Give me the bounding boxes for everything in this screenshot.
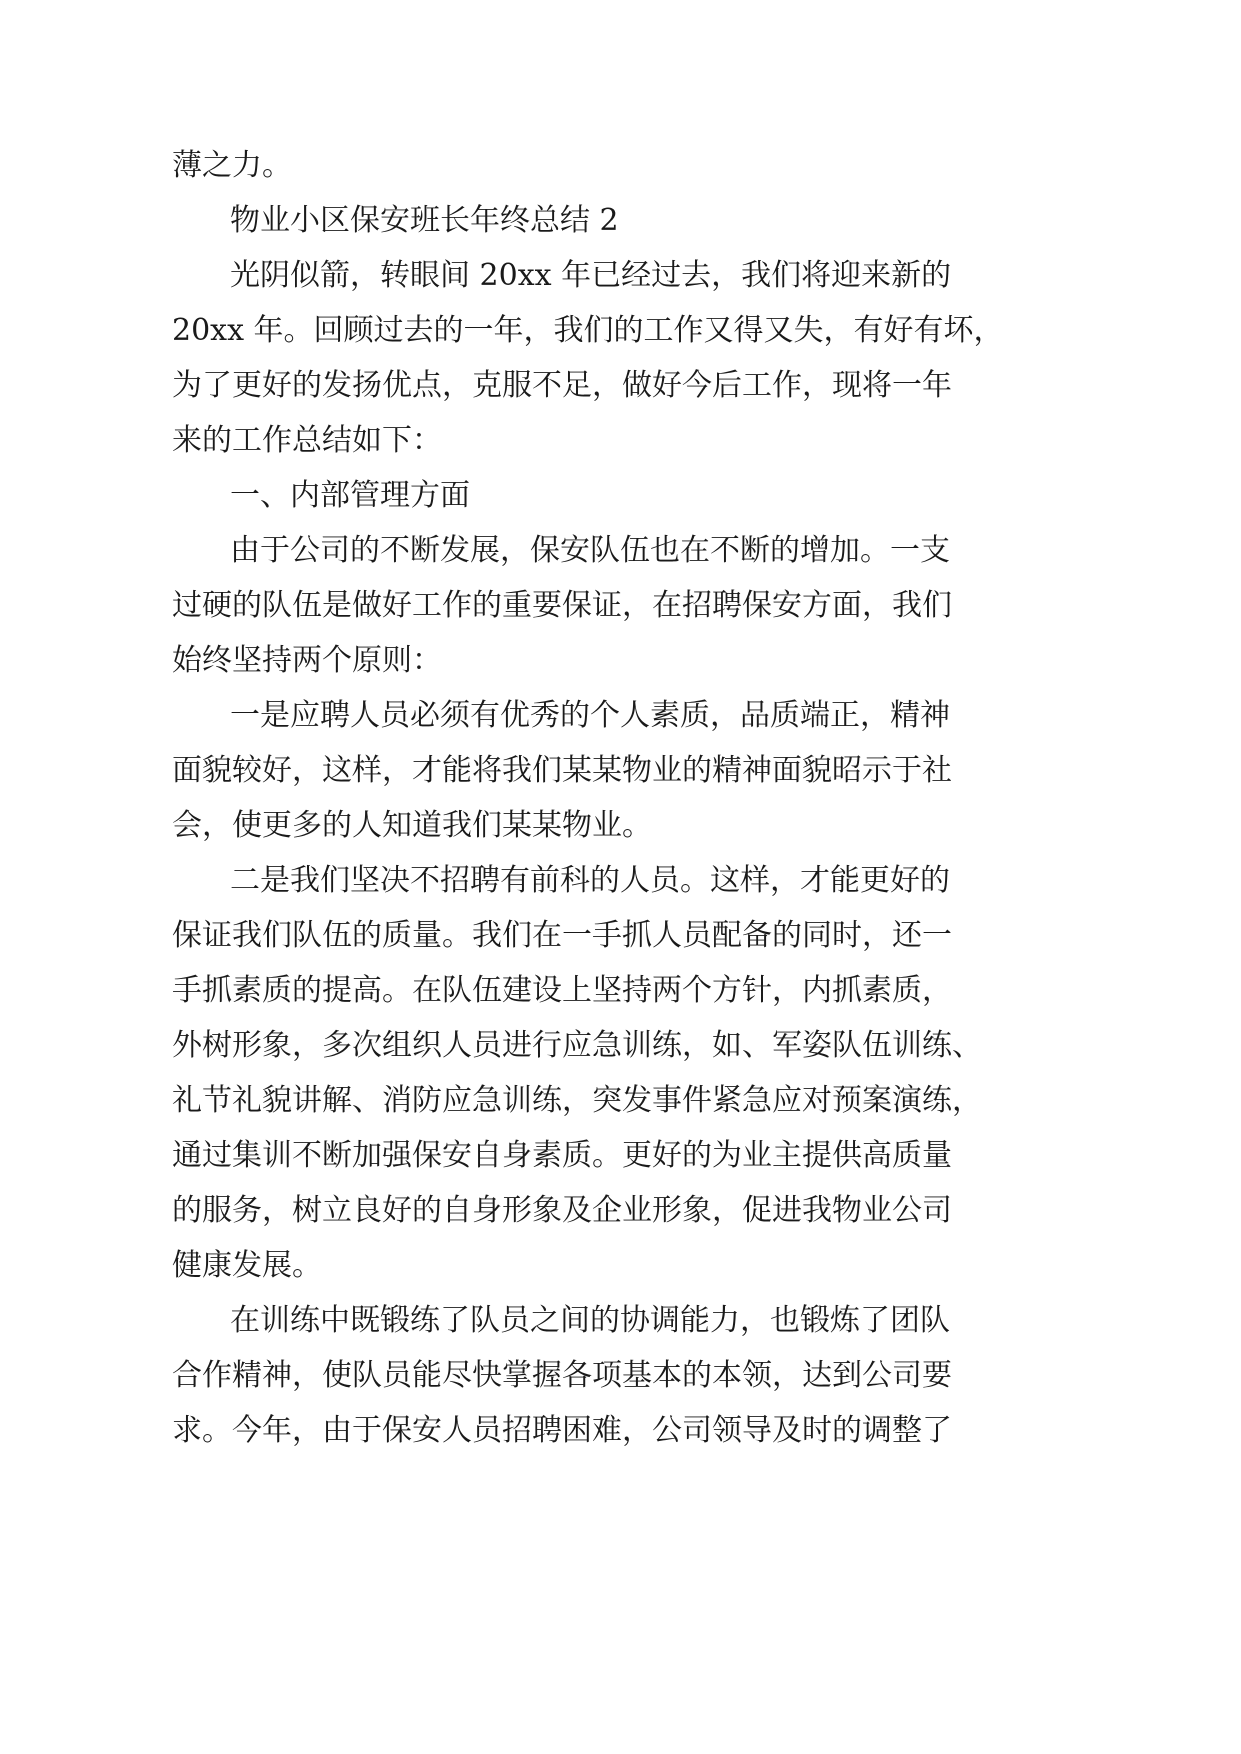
body-text-line: 外树形象，多次组织人员进行应急训练，如、军姿队伍训练、 (172, 1028, 982, 1063)
body-text-line: 始终坚持两个原则： (172, 643, 442, 678)
body-text-line: 健康发展。 (172, 1248, 322, 1283)
body-text-line: 在训练中既锻练了队员之间的协调能力，也锻炼了团队 (230, 1303, 950, 1338)
body-text-line: 为了更好的发扬优点，克服不足，做好今后工作，现将一年 (172, 368, 952, 403)
body-text-line: 过硬的队伍是做好工作的重要保证，在招聘保安方面，我们 (172, 588, 952, 623)
body-text-line: 通过集训不断加强保安自身素质。更好的为业主提供高质量 (172, 1138, 952, 1173)
body-text-line: 礼节礼貌讲解、消防应急训练，突发事件紧急应对预案演练， (172, 1083, 982, 1118)
body-text-line: 薄之力。 (172, 148, 292, 183)
body-text-line: 面貌较好，这样，才能将我们某某物业的精神面貌昭示于社 (172, 753, 952, 788)
body-text-line: 由于公司的不断发展，保安队伍也在不断的增加。一支 (230, 533, 950, 568)
body-text-line: 一是应聘人员必须有优秀的个人素质，品质端正，精神 (230, 698, 950, 733)
body-text-line: 会，使更多的人知道我们某某物业。 (172, 808, 652, 843)
body-text-line: 来的工作总结如下： (172, 423, 442, 458)
section-title: 物业小区保安班长年终总结 2 (230, 203, 619, 238)
body-text-line: 合作精神，使队员能尽快掌握各项基本的本领，达到公司要 (172, 1358, 952, 1393)
body-text-line: 20xx 年。回顾过去的一年，我们的工作又得又失，有好有坏， (172, 313, 1004, 348)
body-text-line: 二是我们坚决不招聘有前科的人员。这样，才能更好的 (230, 863, 950, 898)
body-text-line: 手抓素质的提高。在队伍建设上坚持两个方针，内抓素质， (172, 973, 952, 1008)
body-text-line: 的服务，树立良好的自身形象及企业形象，促进我物业公司 (172, 1193, 952, 1228)
body-text-line: 保证我们队伍的质量。我们在一手抓人员配备的同时，还一 (172, 918, 952, 953)
body-text-line: 光阴似箭，转眼间 20xx 年已经过去，我们将迎来新的 (230, 258, 952, 293)
section-heading: 一、内部管理方面 (230, 478, 470, 513)
body-text-line: 求。今年，由于保安人员招聘困难，公司领导及时的调整了 (172, 1413, 952, 1448)
